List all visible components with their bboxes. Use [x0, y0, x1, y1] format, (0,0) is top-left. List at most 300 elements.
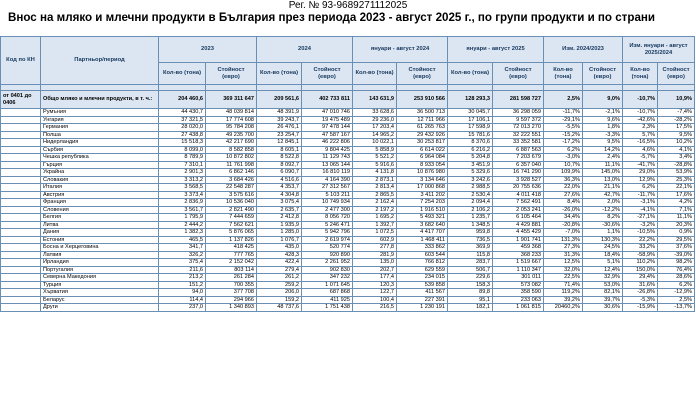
value-cell: 259,2	[257, 281, 302, 289]
value-cell: 27 438,8	[159, 131, 206, 139]
value-cell: 5 858,9	[353, 146, 397, 154]
value-cell: 26 476,1	[257, 124, 302, 132]
value-cell: -13,7%	[658, 304, 695, 312]
value-cell: 120,3	[353, 281, 397, 289]
value-cell: 3,4%	[658, 154, 695, 162]
value-cell: 6 357 040	[493, 161, 544, 169]
value-cell: 777 765	[206, 251, 257, 259]
value-cell: 4,6%	[623, 146, 658, 154]
country-name: Румъния	[41, 109, 159, 117]
value-cell: 34,4%	[544, 214, 583, 222]
value-cell: 33,2%	[623, 244, 658, 252]
country-name: Германия	[41, 124, 159, 132]
table-body	[1, 85, 695, 312]
country-name: Унгария	[41, 116, 159, 124]
country-name: Северна Македония	[41, 274, 159, 282]
value-cell: -7,0%	[544, 229, 583, 237]
value-cell: 16 741 290	[493, 169, 544, 177]
value-cell: 32 222 551	[493, 131, 544, 139]
table-row	[1, 176, 695, 184]
value-cell: 2,3%	[623, 124, 658, 132]
value-cell: 151,2	[159, 281, 206, 289]
code-cell	[1, 116, 41, 124]
value-cell: 27,3%	[544, 244, 583, 252]
value-cell: -7,4%	[658, 109, 695, 117]
value-cell: 1 110 347	[493, 266, 544, 274]
value-cell: 2,0%	[583, 199, 623, 207]
value-cell: 158,3	[448, 281, 493, 289]
country-name: Естония	[41, 236, 159, 244]
value-cell: 2 901,3	[159, 169, 206, 177]
country-name: Италия	[41, 184, 159, 192]
value-cell: 6,2%	[658, 281, 695, 289]
value-cell: 22 548 287	[206, 184, 257, 192]
value-cell: -28,2%	[658, 116, 695, 124]
value-cell: 428,3	[257, 251, 302, 259]
value-cell: 301 011	[493, 274, 544, 282]
value-cell: 202,7	[353, 266, 397, 274]
value-cell: 6 614 022	[397, 146, 448, 154]
value-cell: 5 876 065	[206, 229, 257, 237]
value-cell: 36 298 059	[493, 109, 544, 117]
header-jan-aug-2025: януари - август 2025	[448, 37, 544, 63]
value-cell: 369,9	[448, 244, 493, 252]
value-cell: 459 368	[493, 244, 544, 252]
value-cell: 4 429 881	[493, 221, 544, 229]
value-cell: 1 348,5	[448, 221, 493, 229]
code-cell	[1, 289, 41, 297]
value-cell: 539 858	[397, 281, 448, 289]
value-cell: 22,5%	[544, 274, 583, 282]
value-cell: 8,4%	[544, 199, 583, 207]
subheader-value: Стойност (евро)	[206, 63, 257, 85]
table-row	[1, 154, 695, 162]
value-cell: 10,2%	[658, 139, 695, 147]
value-cell: 3 451,9	[448, 161, 493, 169]
value-cell: 2 988,5	[448, 184, 493, 192]
value-cell: -11,7%	[623, 191, 658, 199]
value-cell: 18,4%	[583, 251, 623, 259]
value-cell: 53,9%	[658, 169, 695, 177]
value-cell: -5,5%	[544, 124, 583, 132]
value-cell: 4 353,7	[257, 184, 302, 192]
value-cell: 227 391	[397, 296, 448, 304]
value-cell: 5 329,6	[448, 169, 493, 177]
value-cell: 177,4	[353, 274, 397, 282]
value-cell: 2 635,7	[257, 206, 302, 214]
header-partner: Партньор/период	[41, 37, 159, 85]
value-cell: 9,5%	[583, 139, 623, 147]
value-cell: 2 477 300	[302, 206, 353, 214]
value-cell: 109,9%	[544, 169, 583, 177]
value-cell: 10 022,1	[353, 139, 397, 147]
value-cell: 3 134 646	[397, 176, 448, 184]
value-cell: 5 521,2	[353, 154, 397, 162]
value-cell: 216,5	[353, 304, 397, 312]
value-cell: 1 076,7	[257, 236, 302, 244]
value-cell: 6 862 146	[206, 169, 257, 177]
country-name: Украйна	[41, 169, 159, 177]
value-cell: 2 836,9	[159, 199, 206, 207]
subheader-qty: Кол-во (тона)	[353, 63, 397, 85]
value-cell: 2,4%	[583, 154, 623, 162]
code-cell	[1, 251, 41, 259]
value-cell: 333 862	[397, 244, 448, 252]
value-cell: 22,2%	[623, 236, 658, 244]
value-cell: 279,4	[257, 266, 302, 274]
value-cell: 6 090,7	[257, 169, 302, 177]
value-cell: 2 162,4	[353, 199, 397, 207]
value-cell: 1 340 893	[206, 304, 257, 312]
value-cell: 122,7	[353, 289, 397, 297]
value-cell: 31,6%	[623, 281, 658, 289]
value-cell: 71,4%	[544, 281, 583, 289]
value-cell: 46 222 806	[302, 139, 353, 147]
value-cell: 3 561,7	[159, 206, 206, 214]
value-cell: 1 901 741	[493, 236, 544, 244]
value-cell: 36 500 713	[397, 109, 448, 117]
value-cell: 234 015	[397, 274, 448, 282]
subheader-value: Стойност (евро)	[493, 63, 544, 85]
value-cell: 2 865,5	[353, 191, 397, 199]
value-cell: 1 235,7	[448, 214, 493, 222]
value-cell: 8 522,8	[257, 154, 302, 162]
value-cell: 326,2	[159, 251, 206, 259]
value-cell: 920 890	[302, 251, 353, 259]
country-name: Латвия	[41, 251, 159, 259]
value-cell: -58,9%	[623, 251, 658, 259]
value-cell: 6 216,2	[448, 146, 493, 154]
total-code: от 0401 до 0406	[1, 91, 41, 109]
value-cell: 4,2%	[658, 199, 695, 207]
value-cell: 2 094,4	[448, 199, 493, 207]
value-cell: -5,7%	[623, 154, 658, 162]
value-cell: 14 965,2	[353, 131, 397, 139]
header-2024: 2024	[257, 37, 353, 63]
value-cell: 29,4%	[623, 274, 658, 282]
value-cell: 39,7%	[583, 296, 623, 304]
country-name: Белгия	[41, 214, 159, 222]
code-cell	[1, 191, 41, 199]
code-cell	[1, 244, 41, 252]
value-cell: 2 106,2	[448, 206, 493, 214]
value-cell: 1 468 411	[397, 236, 448, 244]
code-cell	[1, 109, 41, 117]
country-name: Литва	[41, 221, 159, 229]
value-cell: 377 708	[206, 289, 257, 297]
table-row	[1, 161, 695, 169]
value-cell: 95,1	[448, 296, 493, 304]
subheader-qty: Кол-во (тона)	[257, 63, 302, 85]
value-cell: 1 071 645	[302, 281, 353, 289]
code-cell	[1, 169, 41, 177]
value-cell: 3 373,4	[159, 191, 206, 199]
value-cell: 15 518,3	[159, 139, 206, 147]
table-row	[1, 169, 695, 177]
value-cell: 39,2%	[544, 296, 583, 304]
value-cell: -27,1%	[623, 214, 658, 222]
value-cell: 4,1%	[658, 146, 695, 154]
value-cell: -30,6%	[583, 221, 623, 229]
value-cell: 150,0%	[623, 266, 658, 274]
value-cell: 1 382,3	[159, 229, 206, 237]
table-row	[1, 191, 695, 199]
value-cell: 49 235 700	[206, 131, 257, 139]
value-cell: 17 106,1	[448, 116, 493, 124]
value-cell: 7 310,1	[159, 161, 206, 169]
value-cell: 213,2	[159, 274, 206, 282]
value-cell: 16 810 119	[302, 169, 353, 177]
value-cell: 10 536 040	[206, 199, 257, 207]
value-cell: 341,7	[159, 244, 206, 252]
value-cell: -39,0%	[658, 251, 695, 259]
value-cell: -5,3%	[623, 296, 658, 304]
value-cell: 347 232	[302, 274, 353, 282]
value-cell: 206,0	[257, 289, 302, 297]
value-cell: 17,6%	[658, 191, 695, 199]
value-cell: -11,7%	[544, 109, 583, 117]
code-cell	[1, 124, 41, 132]
value-cell: 145,0%	[583, 169, 623, 177]
value-cell: 8,2%	[583, 214, 623, 222]
value-cell: -4,1%	[623, 206, 658, 214]
value-cell: 2 873,1	[353, 176, 397, 184]
value-cell: 261,2	[257, 274, 302, 282]
value-cell: 27 312 567	[302, 184, 353, 192]
country-name: Нидерландия	[41, 139, 159, 147]
value-cell: 36,3%	[544, 176, 583, 184]
value-cell: 182,1	[448, 304, 493, 312]
subheader-qty: Кол-во (тона)	[159, 63, 206, 85]
code-cell	[1, 206, 41, 214]
value-cell: 4 164 390	[302, 176, 353, 184]
value-cell: 30 045,7	[448, 109, 493, 117]
code-cell	[1, 281, 41, 289]
value-cell: 4 304,8	[257, 191, 302, 199]
header-2023: 2023	[159, 37, 257, 63]
value-cell: 5 493 321	[397, 214, 448, 222]
value-cell: 17,5%	[658, 124, 695, 132]
value-cell: 100,4	[353, 296, 397, 304]
value-cell: 9,6%	[583, 116, 623, 124]
total-cell: 143 631,9	[353, 91, 397, 109]
value-cell: 48 391,9	[257, 109, 302, 117]
value-cell: 135,0	[353, 259, 397, 267]
value-cell: 3 575 616	[206, 191, 257, 199]
value-cell: 61 265 763	[397, 124, 448, 132]
value-cell: 1,1%	[583, 229, 623, 237]
value-cell: 2 053 241	[493, 206, 544, 214]
code-cell	[1, 176, 41, 184]
value-cell: 76,4%	[658, 266, 695, 274]
header-jan-aug-2024: януари - август 2024	[353, 37, 448, 63]
total-name: Общо мляко и млечни продукти, в т. ч.:	[41, 91, 159, 109]
value-cell: 11,1%	[583, 161, 623, 169]
value-cell: 11 761 998	[206, 161, 257, 169]
table-row	[1, 259, 695, 267]
value-cell: 23 254,7	[257, 131, 302, 139]
table-row	[1, 131, 695, 139]
country-name: Беларус	[41, 296, 159, 304]
value-cell: 159,2	[257, 296, 302, 304]
value-cell: 12,5%	[544, 259, 583, 267]
total-cell: 369 311 647	[206, 91, 257, 109]
value-cell: 8 582 858	[206, 146, 257, 154]
code-cell	[1, 146, 41, 154]
value-cell: 2,5%	[658, 296, 695, 304]
table-row	[1, 214, 695, 222]
value-cell: -17,2%	[544, 139, 583, 147]
value-cell: 29,5%	[658, 236, 695, 244]
value-cell: 1 795,9	[159, 214, 206, 222]
value-cell: 261 284	[206, 274, 257, 282]
value-cell: -15,9%	[623, 304, 658, 312]
value-cell: 629 559	[397, 266, 448, 274]
value-cell: 506,7	[448, 266, 493, 274]
value-cell: 6,2%	[544, 146, 583, 154]
total-cell: 402 733 811	[302, 91, 353, 109]
value-cell: 3 568,5	[159, 184, 206, 192]
table-row	[1, 304, 695, 312]
table-row	[1, 251, 695, 259]
value-cell: 411 567	[397, 289, 448, 297]
value-cell: -10,5%	[623, 229, 658, 237]
value-cell: 8 099,0	[159, 146, 206, 154]
subheader-qty: Кол-во (тона)	[544, 63, 583, 85]
table-row	[1, 289, 695, 297]
value-cell: 28 020,0	[159, 124, 206, 132]
value-cell: -26,0%	[544, 206, 583, 214]
value-cell: 4 131,8	[353, 169, 397, 177]
value-cell: 3 313,2	[159, 176, 206, 184]
value-cell: 6,2%	[623, 184, 658, 192]
value-cell: 7 254 203	[397, 199, 448, 207]
value-cell: 4 455 429	[493, 229, 544, 237]
value-cell: 2 619 974	[302, 236, 353, 244]
subheader-value: Стойност (евро)	[302, 63, 353, 85]
value-cell: 4 011 418	[493, 191, 544, 199]
value-cell: 30 253 817	[397, 139, 448, 147]
country-name: Сърбия	[41, 146, 159, 154]
value-cell: -29,1%	[544, 116, 583, 124]
total-cell: 204 460,6	[159, 91, 206, 109]
value-cell: 44 430,7	[159, 109, 206, 117]
value-cell: 573 082	[493, 281, 544, 289]
value-cell: 237,0	[159, 304, 206, 312]
value-cell: 48 737,6	[257, 304, 302, 312]
value-cell: 7 562 491	[493, 199, 544, 207]
value-cell: 12 845,1	[257, 139, 302, 147]
value-cell: 8 789,9	[159, 154, 206, 162]
value-cell: 10,7%	[544, 161, 583, 169]
table-row	[1, 274, 695, 282]
value-cell: 9 804 425	[302, 146, 353, 154]
value-cell: 6 887 563	[493, 146, 544, 154]
value-cell: 1 916 510	[397, 206, 448, 214]
value-cell: 2 261 952	[302, 259, 353, 267]
value-cell: 98,2%	[658, 259, 695, 267]
value-cell: 37 321,5	[159, 116, 206, 124]
value-cell: 131,3%	[544, 236, 583, 244]
country-name: Словакия	[41, 176, 159, 184]
value-cell: 4 516,6	[257, 176, 302, 184]
value-cell: 21,1%	[583, 184, 623, 192]
value-cell: 20 755 636	[493, 184, 544, 192]
value-cell: 37,6%	[658, 244, 695, 252]
value-cell: 25,3%	[658, 176, 695, 184]
value-cell: 1,8%	[583, 124, 623, 132]
value-cell: 294 966	[206, 296, 257, 304]
value-cell: -3,1%	[623, 199, 658, 207]
country-name: Дания	[41, 229, 159, 237]
value-cell: 803 114	[206, 266, 257, 274]
value-cell: 277,8	[353, 244, 397, 252]
value-cell: 53,0%	[583, 281, 623, 289]
code-cell	[1, 221, 41, 229]
value-cell: 902 830	[302, 266, 353, 274]
value-cell: 1 072,5	[353, 229, 397, 237]
code-cell	[1, 154, 41, 162]
header-change-2025-2024: Изм. януари - август 2025/2024	[623, 37, 695, 63]
value-cell: 9,5%	[658, 131, 695, 139]
value-cell: 17 000 868	[397, 184, 448, 192]
value-cell: 959,8	[448, 229, 493, 237]
value-cell: 1 137 826	[206, 236, 257, 244]
total-cell: 281 598 727	[493, 91, 544, 109]
value-cell: 422,4	[257, 259, 302, 267]
value-cell: 17 774 608	[206, 116, 257, 124]
value-cell: 39 243,7	[257, 116, 302, 124]
value-cell: 10 749 934	[302, 199, 353, 207]
value-cell: 11,1%	[658, 214, 695, 222]
value-cell: 5 103 211	[302, 191, 353, 199]
value-cell: 8 933 054	[397, 161, 448, 169]
value-cell: 47 587 167	[302, 131, 353, 139]
code-cell	[1, 161, 41, 169]
value-cell: 31,3%	[544, 251, 583, 259]
value-cell: 8 092,7	[257, 161, 302, 169]
country-name: Гърция	[41, 161, 159, 169]
value-cell: 5,1%	[583, 259, 623, 267]
value-cell: -41,7%	[623, 161, 658, 169]
value-cell: 766 812	[397, 259, 448, 267]
table-row	[1, 206, 695, 214]
value-cell: 1 519 667	[493, 259, 544, 267]
value-cell: 3 928 527	[493, 176, 544, 184]
code-cell	[1, 199, 41, 207]
value-cell: 13,0%	[583, 176, 623, 184]
value-cell: 0,9%	[658, 229, 695, 237]
value-cell: 20,3%	[658, 221, 695, 229]
value-cell: 1 392,7	[353, 221, 397, 229]
value-cell: 418 425	[206, 244, 257, 252]
value-cell: 72 013 270	[493, 124, 544, 132]
value-cell: 2 152 042	[206, 259, 257, 267]
page-title: Внос на мляко и млечни продукти в България през периода 2023 - август 2025 г., по групи продукти и по страни	[8, 11, 656, 24]
value-cell: 10 876 980	[397, 169, 448, 177]
value-cell: 22,0%	[544, 184, 583, 192]
value-cell: 2 530,4	[448, 191, 493, 199]
value-cell: 130,3%	[583, 236, 623, 244]
value-cell: -3,2%	[623, 221, 658, 229]
total-cell: 9,0%	[583, 91, 623, 109]
value-cell: 48 039 814	[206, 109, 257, 117]
value-cell: 602,9	[353, 236, 397, 244]
value-cell: 3 411 202	[397, 191, 448, 199]
value-cell: 8 370,6	[448, 139, 493, 147]
value-cell: 1 695,2	[353, 214, 397, 222]
value-cell: 411 925	[302, 296, 353, 304]
